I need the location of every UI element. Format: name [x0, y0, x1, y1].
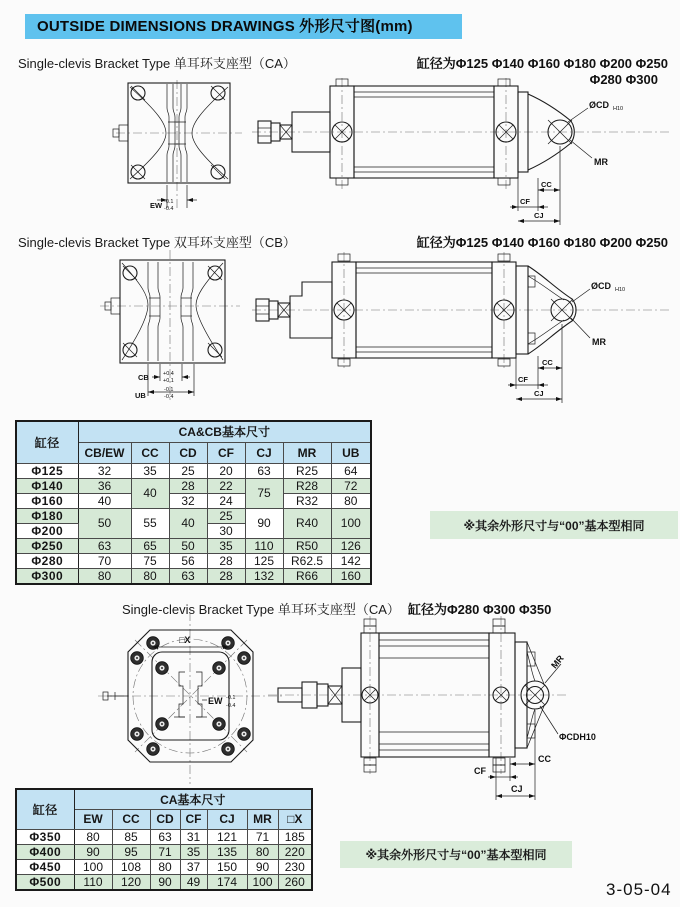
cell: Φ400 [16, 844, 74, 859]
cell: 37 [180, 859, 207, 874]
cell: Φ200 [16, 523, 78, 538]
ca-large-bracket-front-drawing [95, 612, 285, 792]
bore-list-line1: 缸径为Φ125 Φ140 Φ160 Φ180 Φ200 Φ250 [416, 235, 668, 250]
cell: 135 [207, 844, 247, 859]
cell: R50 [283, 538, 331, 553]
cell: 90 [247, 859, 278, 874]
cb-bracket-front-drawing [72, 250, 262, 412]
cell: 50 [169, 538, 207, 553]
table-row [16, 568, 371, 584]
cell: Φ250 [16, 538, 78, 553]
cf-label: CF [520, 197, 530, 206]
section-ca1-title: Single-clevis Bracket Type 单耳环支座型（CA） [18, 56, 296, 71]
cell: 35 [207, 538, 245, 553]
ca-large-cylinder-side-drawing [268, 612, 680, 810]
col-header: CC [131, 442, 169, 463]
cell: 24 [207, 493, 245, 508]
cell: 25 [207, 508, 245, 523]
cell: 90 [150, 874, 180, 890]
plate-details [105, 262, 223, 361]
cell: Φ500 [16, 874, 74, 890]
cell: 160 [331, 568, 371, 584]
cell: 71 [150, 844, 180, 859]
mr-label: MR [592, 337, 606, 347]
cb-label: CB [138, 373, 149, 382]
table1-span-header: CA&CB基本尺寸 [78, 421, 371, 442]
table-ca-large [15, 788, 313, 891]
cell: 100 [247, 874, 278, 890]
cell: 125 [245, 553, 283, 568]
table-row [16, 844, 312, 859]
col-header: CJ [245, 442, 283, 463]
cell: 110 [74, 874, 112, 890]
ew-tol-upper: -0.1 [226, 695, 236, 701]
cell: 90 [245, 508, 283, 538]
cc-label: CC [542, 358, 553, 367]
note-2: ※其余外形尺寸与“00”基本型相同 [340, 841, 572, 868]
cell: 75 [245, 478, 283, 508]
cj-label: CJ [511, 784, 523, 794]
ew-label: EW [208, 696, 223, 706]
ub-tol-lower: -0.4 [164, 394, 174, 400]
cell: R62.5 [283, 553, 331, 568]
cell: 120 [112, 874, 150, 890]
cb-tol-upper: +0.4 [163, 371, 174, 377]
table-row [16, 829, 312, 844]
col-header: CJ [207, 809, 247, 829]
col-header: CD [150, 809, 180, 829]
col-header: EW [74, 809, 112, 829]
cell: 22 [207, 478, 245, 493]
cd-h10: H10 [615, 287, 626, 293]
cell: 220 [278, 844, 312, 859]
col-header: CD [169, 442, 207, 463]
cell: 28 [207, 553, 245, 568]
cell: R25 [283, 463, 331, 478]
cell: Φ180 [16, 508, 78, 523]
col-header: CB/EW [78, 442, 131, 463]
cell: 20 [207, 463, 245, 478]
plate-outline [120, 260, 225, 363]
cell: 56 [169, 553, 207, 568]
cell: 121 [207, 829, 247, 844]
bore-list-line2: Φ280 Φ300 [589, 72, 658, 87]
cc-label: CC [538, 754, 551, 764]
cell: 64 [331, 463, 371, 478]
table-row [16, 478, 371, 493]
cell: R66 [283, 568, 331, 584]
table-row [16, 859, 312, 874]
cell: 49 [180, 874, 207, 890]
cdh10-label: ΦCDH10 [559, 732, 596, 742]
cell: 150 [207, 859, 247, 874]
cell: Φ140 [16, 478, 78, 493]
table-row [16, 553, 371, 568]
section-ca2-bores: 缸径为Φ280 Φ300 Φ350 [408, 602, 552, 617]
cell: 63 [245, 463, 283, 478]
cell: 110 [245, 538, 283, 553]
cell: 80 [74, 829, 112, 844]
cb-cylinder-side-drawing [252, 252, 677, 407]
cell: 108 [112, 859, 150, 874]
cell: Φ125 [16, 463, 78, 478]
cell: 100 [331, 508, 371, 538]
col-header: □X [278, 809, 312, 829]
ew-tol-lower: -0.4 [226, 703, 236, 709]
cb-tol-lower: +0.1 [163, 378, 174, 384]
col-header: MR [283, 442, 331, 463]
cell: Φ350 [16, 829, 74, 844]
clevis-tongue [103, 672, 207, 717]
col-header: MR [247, 809, 278, 829]
cell: 71 [247, 829, 278, 844]
table-row [16, 493, 371, 508]
cell: 32 [169, 493, 207, 508]
cf-label: CF [518, 375, 528, 384]
ub-tol-upper: -0.1 [164, 387, 174, 393]
cell: 40 [169, 508, 207, 538]
ca-bracket-front-drawing [100, 80, 250, 225]
page-number: 3-05-04 [606, 880, 672, 899]
ub-label: UB [135, 391, 146, 400]
cell: 260 [278, 874, 312, 890]
cell: 28 [207, 568, 245, 584]
cell: 72 [331, 478, 371, 493]
table2-corner: 缸径 [16, 789, 74, 829]
mr-label: MR [549, 653, 566, 671]
table-row [16, 874, 312, 890]
cell: Φ300 [16, 568, 78, 584]
cell: 142 [331, 553, 371, 568]
cell: 95 [112, 844, 150, 859]
note-1: ※其余外形尺寸与“00”基本型相同 [430, 511, 678, 539]
cell: 25 [169, 463, 207, 478]
cell: 185 [278, 829, 312, 844]
page-title: OUTSIDE DIMENSIONS DRAWINGS 外形尺寸图(mm) [25, 14, 462, 39]
col-header: CC [112, 809, 150, 829]
cell: 80 [131, 568, 169, 584]
table-row [16, 463, 371, 478]
table-row [16, 538, 371, 553]
table1-corner: 缸径 [16, 421, 78, 463]
cell: 80 [247, 844, 278, 859]
cell: 80 [150, 859, 180, 874]
cell: R28 [283, 478, 331, 493]
ca-cylinder-side-drawing [252, 78, 677, 228]
table2-span-header: CA基本尺寸 [74, 789, 312, 809]
cell: 85 [112, 829, 150, 844]
ew-tol-upper: -0.1 [164, 199, 174, 205]
cell: 75 [131, 553, 169, 568]
cell: 55 [131, 508, 169, 538]
cf-label: CF [474, 766, 486, 776]
cell: 36 [78, 478, 131, 493]
table-ca-cb [15, 420, 372, 585]
section-cb-bores [340, 232, 668, 251]
ew-label: EW [150, 201, 163, 210]
col-header: CF [180, 809, 207, 829]
cell: Φ450 [16, 859, 74, 874]
cc-label: CC [541, 180, 552, 189]
cell: 132 [245, 568, 283, 584]
cell: 100 [74, 859, 112, 874]
cell: 63 [150, 829, 180, 844]
bore-list-line1: 缸径为Φ125 Φ140 Φ160 Φ180 Φ200 Φ250 [416, 56, 668, 71]
cell: 230 [278, 859, 312, 874]
cell: 80 [331, 493, 371, 508]
cd-label: ØCD [591, 281, 611, 291]
table-row [16, 508, 371, 523]
mr-label: MR [594, 157, 608, 167]
ew-tol-lower: -0.4 [164, 206, 174, 212]
cell: Φ160 [16, 493, 78, 508]
cell: 80 [78, 568, 131, 584]
cell: 30 [207, 523, 245, 538]
cell: Φ280 [16, 553, 78, 568]
cell: 28 [169, 478, 207, 493]
cell: 31 [180, 829, 207, 844]
cell: R40 [283, 508, 331, 538]
cj-label: CJ [534, 389, 544, 398]
cell: 90 [74, 844, 112, 859]
cell: 65 [131, 538, 169, 553]
cj-label: CJ [534, 211, 544, 220]
cell: 174 [207, 874, 247, 890]
boxx-label: □X [179, 635, 191, 645]
cd-label: ØCD [589, 100, 609, 110]
cell: 32 [78, 463, 131, 478]
col-header: CF [207, 442, 245, 463]
section-cb-title: Single-clevis Bracket Type 双耳环支座型（CB） [18, 235, 296, 250]
cell: 63 [169, 568, 207, 584]
cell: 63 [78, 538, 131, 553]
cell: 35 [180, 844, 207, 859]
cd-h10: H10 [613, 106, 624, 112]
cell: 40 [131, 478, 169, 508]
cell: R32 [283, 493, 331, 508]
cell: 126 [331, 538, 371, 553]
centerlines [252, 78, 672, 190]
section-ca2-title: Single-clevis Bracket Type 单耳环支座型（CA） [122, 602, 400, 617]
cell: 35 [131, 463, 169, 478]
cell: 40 [78, 493, 131, 508]
cell: 50 [78, 508, 131, 538]
cell: 70 [78, 553, 131, 568]
col-header: UB [331, 442, 371, 463]
